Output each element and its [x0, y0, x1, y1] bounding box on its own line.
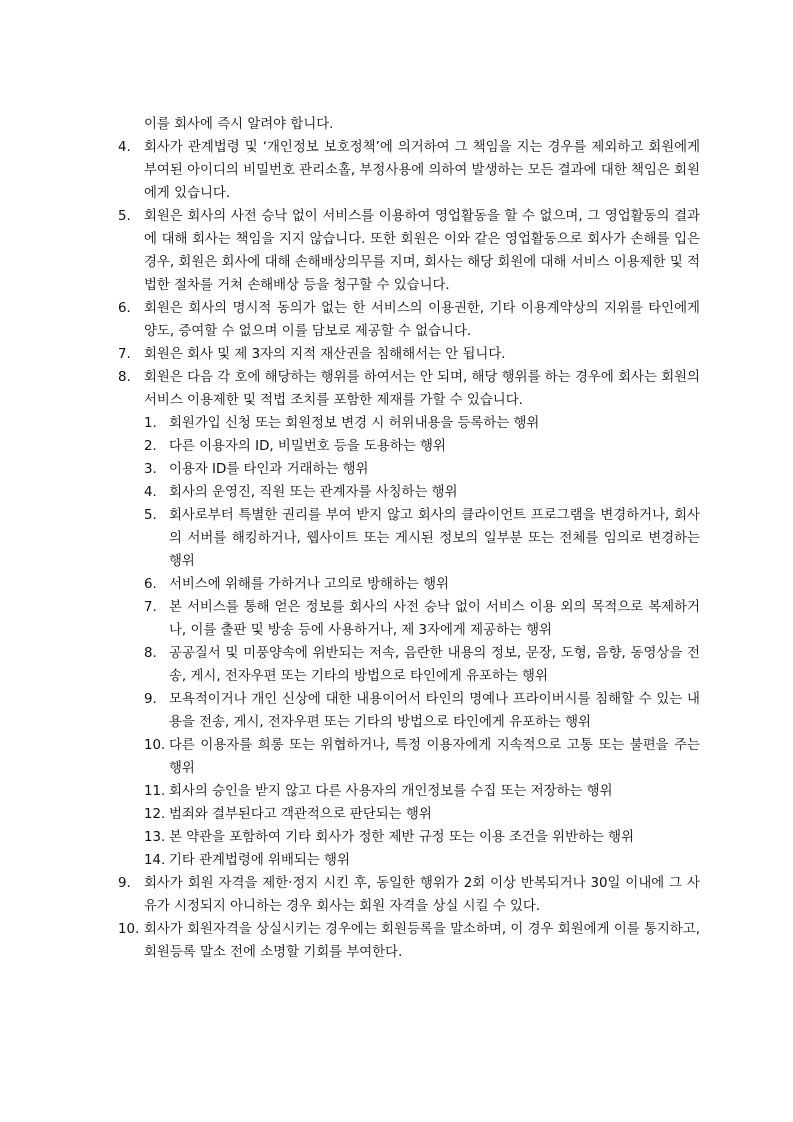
list-number: 4. [118, 140, 131, 155]
sublist-number: 9. [144, 692, 157, 707]
list-item-8 [118, 366, 700, 412]
sublist-text: 이용자 ID를 타인과 거래하는 행위 [169, 462, 369, 477]
sublist-item-5 [144, 504, 700, 573]
document-body [118, 113, 700, 964]
sublist-number: 14. [144, 853, 166, 868]
list-text: 회원은 다음 각 호에 해당하는 행위를 하여서는 안 되며, 해당 행위를 하는 경우에 회사는 회원의 서비스 이용제한 및 적법 조치를 포함한 제재를 가할 수 있습니다. [144, 370, 700, 408]
sublist-number: 8. [144, 646, 157, 661]
sublist-number: 12. [144, 807, 166, 822]
sublist-item-10 [144, 734, 700, 780]
list-number: 10. [118, 922, 140, 937]
sublist-number: 7. [144, 600, 157, 615]
intro-continuation: 이를 회사에 즉시 알려야 합니다. [144, 117, 334, 132]
sublist-number: 4. [144, 485, 157, 500]
sublist-number: 6. [144, 577, 157, 592]
sublist-text: 회원가입 신청 또는 회원정보 변경 시 허위내용을 등록하는 행위 [169, 416, 540, 431]
sublist-item-14 [144, 849, 700, 872]
sublist-item-6 [144, 573, 700, 596]
sublist-item-2 [144, 435, 700, 458]
sublist-item-13 [144, 826, 700, 849]
list-text: 회원은 회사 및 제 3자의 지적 재산권을 침해해서는 안 됩니다. [144, 347, 506, 362]
sublist-item-1 [144, 412, 700, 435]
list-number: 8. [118, 370, 131, 385]
list-text: 회사가 회원자격을 상실시키는 경우에는 회원등록을 말소하며, 이 경우 회원에게 이를 통지하고, 회원등록 말소 전에 소명할 기회를 부여한다. [144, 922, 700, 960]
sublist-number: 10. [144, 738, 166, 753]
sublist-text: 기타 관계법령에 위배되는 행위 [169, 853, 350, 868]
list-item-9 [118, 872, 700, 918]
sublist-text: 다른 이용자의 ID, 비밀번호 등을 도용하는 행위 [169, 439, 446, 454]
sublist-number: 5. [144, 508, 157, 523]
list-number: 5. [118, 209, 131, 224]
sublist-item-11 [144, 780, 700, 803]
sublist-number: 3. [144, 462, 157, 477]
list-number: 6. [118, 301, 131, 316]
prohibited-acts-list [118, 412, 700, 872]
list-item-4 [118, 136, 700, 205]
sublist-number: 2. [144, 439, 157, 454]
sublist-item-4 [144, 481, 700, 504]
sublist-text: 범죄와 결부된다고 객관적으로 판단되는 행위 [169, 807, 432, 822]
list-item-10 [118, 918, 700, 964]
sublist-item-3 [144, 458, 700, 481]
sublist-text: 회사의 승인을 받지 않고 다른 사용자의 개인정보를 수집 또는 저장하는 행위 [169, 784, 613, 799]
sublist-item-9 [144, 688, 700, 734]
sublist-item-7 [144, 596, 700, 642]
sublist-number: 1. [144, 416, 157, 431]
list-text: 회사가 관계법령 및 ‘개인정보 보호정책’에 의거하여 그 책임을 지는 경우를 제외하고 회원에게 부여된 아이디의 비밀번호 관리소홀, 부정사용에 의하여 발생하는 모든 결과에 대한 책임은 회원에게 있습니다. [144, 140, 700, 201]
list-text: 회원은 회사의 명시적 동의가 없는 한 서비스의 이용권한, 기타 이용계약상의 지위를 타인에게 양도, 증여할 수 없으며 이를 담보로 제공할 수 없습니다. [144, 301, 700, 339]
sublist-item-12 [144, 803, 700, 826]
list-item-6 [118, 297, 700, 343]
sublist-number: 11. [144, 784, 166, 799]
sublist-text: 회사의 운영진, 직원 또는 관계자를 사칭하는 행위 [169, 485, 458, 500]
sublist-text: 모욕적이거나 개인 신상에 대한 내용이어서 타인의 명예나 프라이버시를 침해할 수 있는 내용을 전송, 게시, 전자우편 또는 기타의 방법으로 타인에게 유포하는 행위 [169, 692, 700, 730]
list-text: 회원은 회사의 사전 승낙 없이 서비스를 이용하여 영업활동을 할 수 없으며, 그 영업활동의 결과에 대해 회사는 책임을 지지 않습니다. 또한 회원은 이와 같은 영업활동으로 회사가 손해를 입은 경우, 회원은 회사에 대해 손해배상의무를 지며, 회사는 해당 회원에 대해 서비스 이용제한 및 적법한 절차를 거쳐 손해배상 등을 청구할 수 있습니다. [144, 209, 700, 293]
sublist-item-8 [144, 642, 700, 688]
list-text: 회사가 회원 자격을 제한·정지 시킨 후, 동일한 행위가 2회 이상 반복되거나 30일 이내에 그 사유가 시정되지 아니하는 경우 회사는 회원 자격을 상실 시킬 수 있다. [144, 876, 700, 914]
list-number: 7. [118, 347, 131, 362]
sublist-number: 13. [144, 830, 166, 845]
sublist-text: 서비스에 위해를 가하거나 고의로 방해하는 행위 [169, 577, 449, 592]
sublist-text: 공공질서 및 미풍양속에 위반되는 저속, 음란한 내용의 정보, 문장, 도형, 음향, 동영상을 전송, 게시, 전자우편 또는 기타의 방법으로 타인에게 유포하는 행위 [169, 646, 700, 684]
list-item-7 [118, 343, 700, 366]
sublist-text: 본 서비스를 통해 얻은 정보를 회사의 사전 승낙 없이 서비스 이용 외의 목적으로 복제하거나, 이를 출판 및 방송 등에 사용하거나, 제 3자에게 제공하는 행위 [169, 600, 700, 638]
sublist-text: 본 약관을 포함하여 기타 회사가 정한 제반 규정 또는 이용 조건을 위반하는 행위 [169, 830, 635, 845]
sublist-text: 다른 이용자를 희롱 또는 위협하거나, 특정 이용자에게 지속적으로 고통 또는 불편을 주는 행위 [169, 738, 700, 776]
list-number: 9. [118, 876, 131, 891]
sublist-text: 회사로부터 특별한 권리를 부여 받지 않고 회사의 클라이언트 프로그램을 변경하거나, 회사의 서버를 해킹하거나, 웹사이트 또는 게시된 정보의 일부분 또는 전체를 임의로 변경하는 행위 [169, 508, 700, 569]
list-item-5 [118, 205, 700, 297]
